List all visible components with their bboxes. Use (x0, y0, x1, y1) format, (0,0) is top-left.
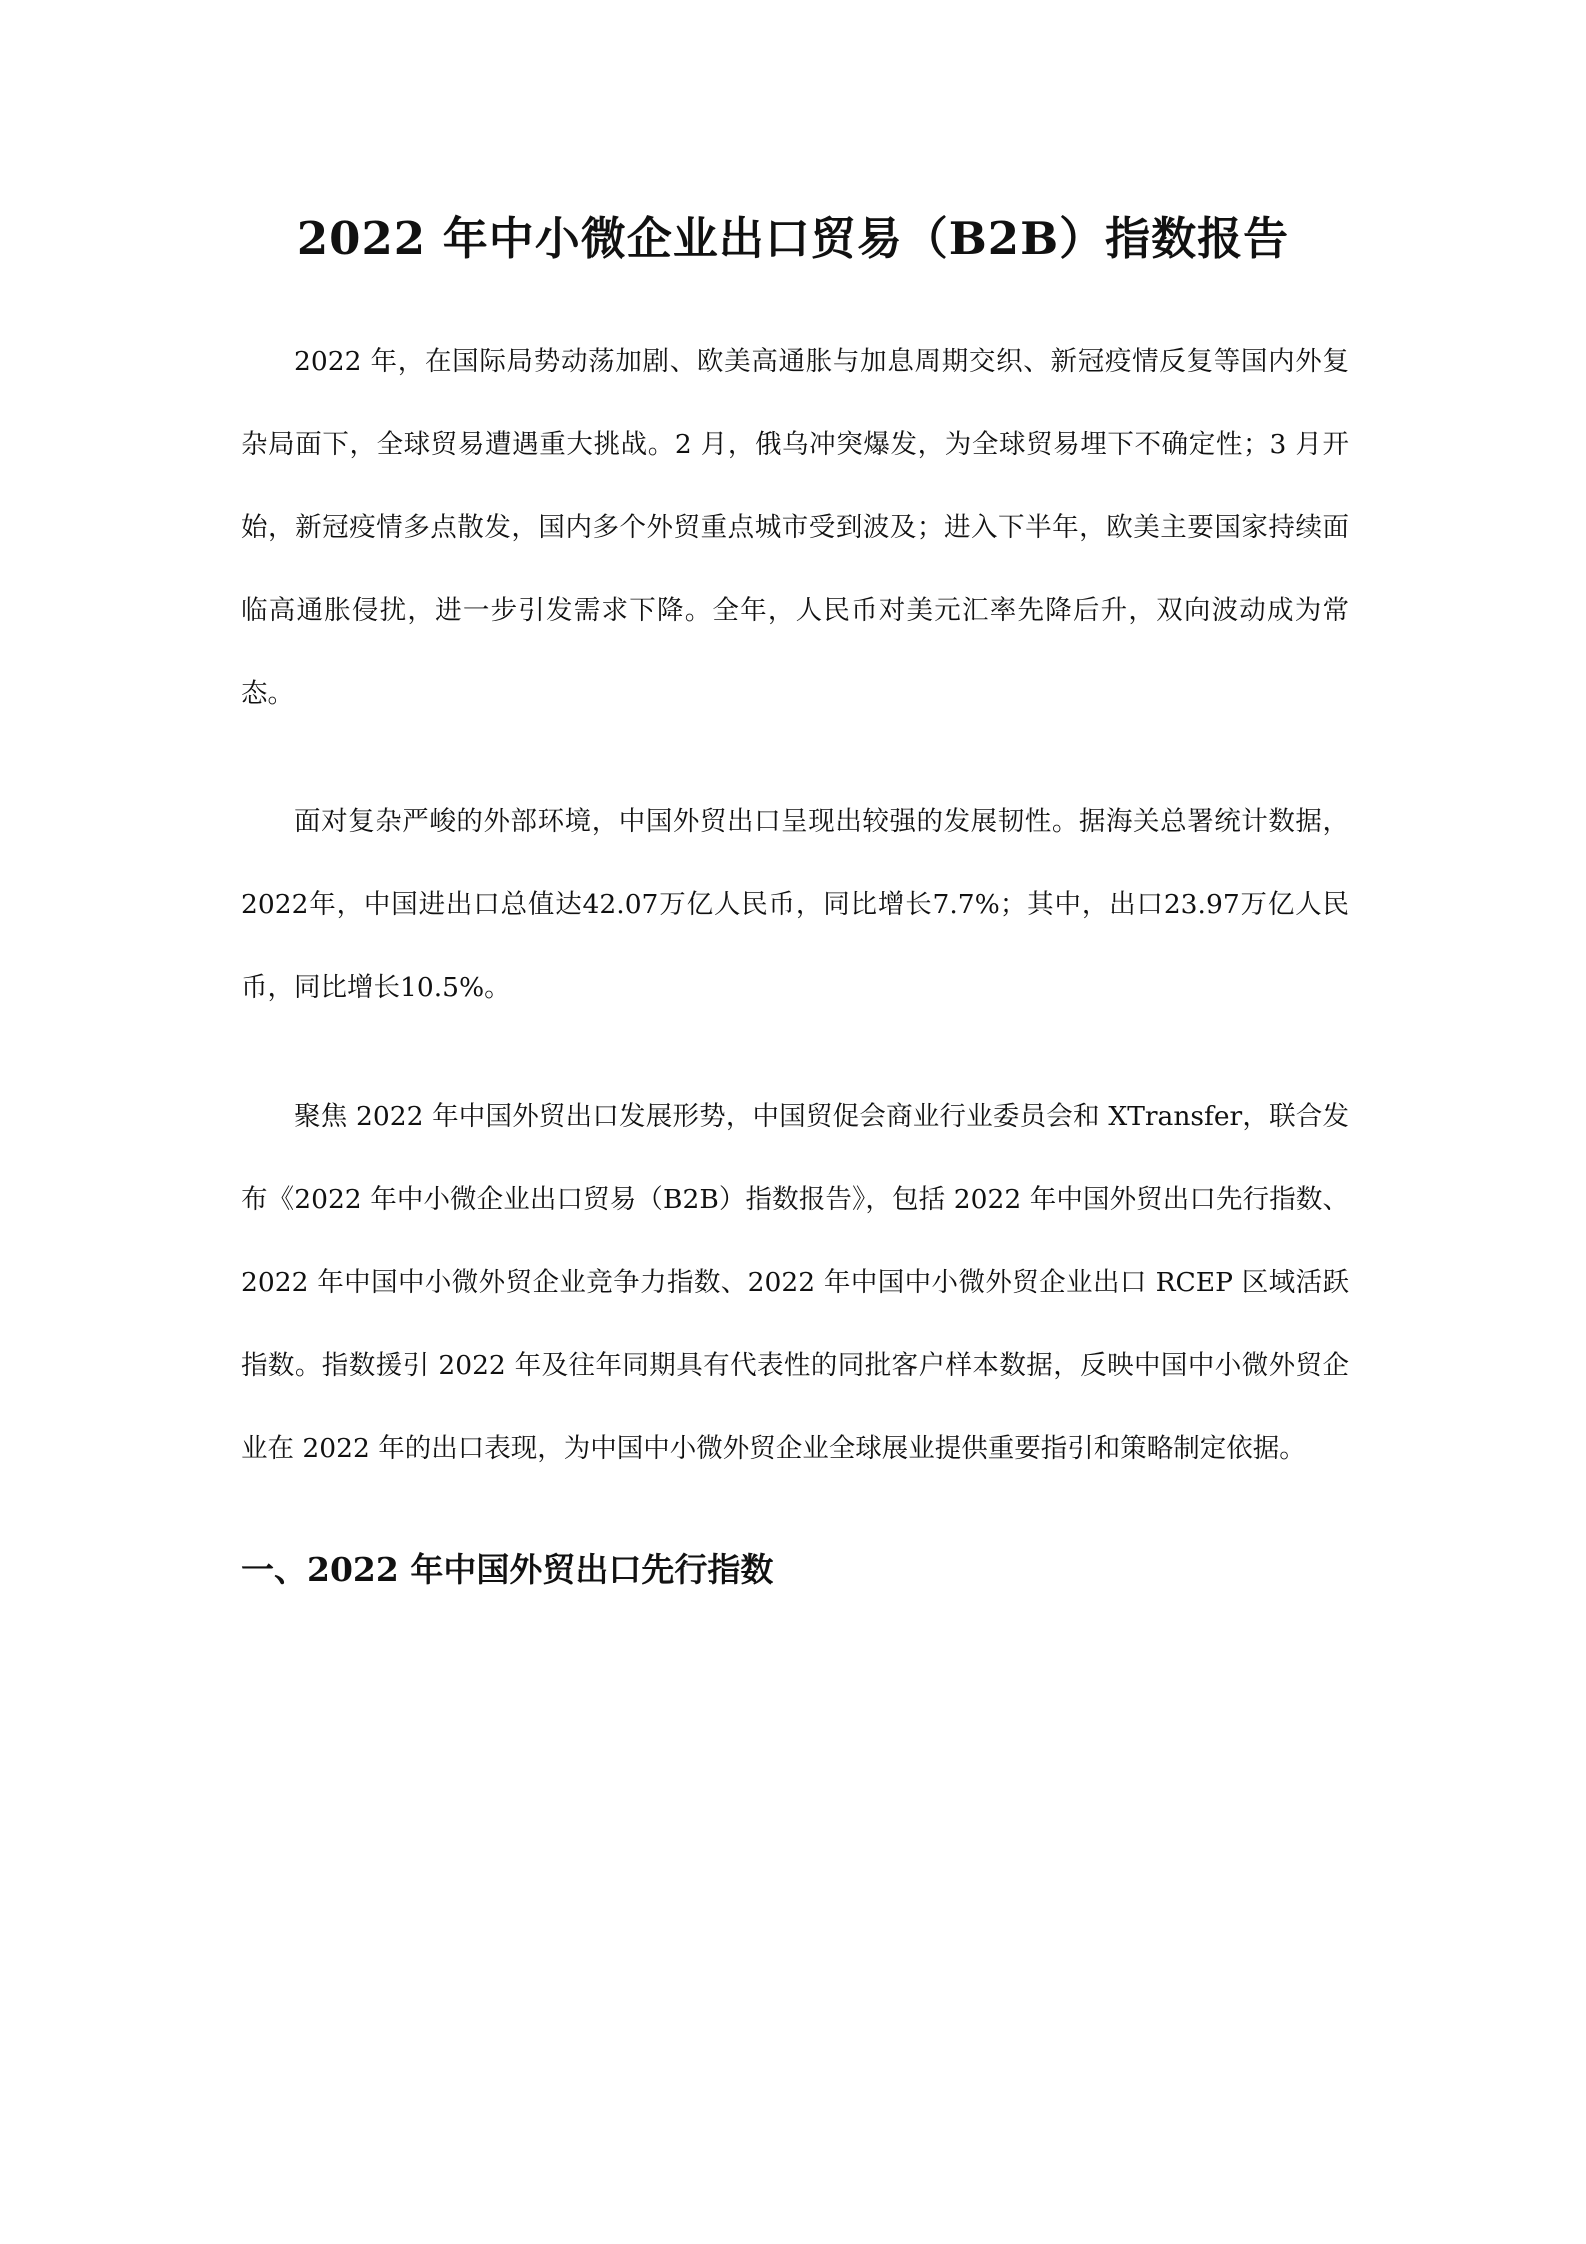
section-heading: 一、2022 年中国外贸出口先行指数 (241, 1550, 774, 1589)
trade-statistics-paragraph: 面对复杂严峻的外部环境，中国外贸出口呈现出较强的发展韧性。据海关总署统计数据，2022年，中国进出口总值达42.07万亿人民币，同比增长7.7%；其中，出口23.97万亿人民币，同比增长10.5%。 (241, 806, 1349, 1003)
report-overview-paragraph: 聚焦 2022 年中国外贸出口发展形势，中国贸促会商业行业委员会和 XTransfer，联合发布《2022 年中小微企业出口贸易（B2B）指数报告》，包括 2022 年中国外贸出口先行指数、2022 年中国中小微外贸企业竞争力指数、2022 年中国中小微外贸企业出口 RCEP 区域活跃指数。指数援引 2022 年及往年同期具有代表性的同批客户样本数据，反映中国中小微外贸企业在 2022 年的出口表现，为中国中小微外贸企业全球展业提供重要指引和策略制定依据。 (241, 1101, 1349, 1464)
document-title: 2022 年中小微企业出口贸易（B2B）指数报告 (296, 212, 1290, 265)
intro-paragraph: 2022 年，在国际局势动荡加剧、欧美高通胀与加息周期交织、新冠疫情反复等国内外复杂局面下，全球贸易遭遇重大挑战。2 月，俄乌冲突爆发，为全球贸易埋下不确定性；3 月开始，新冠疫情多点散发，国内多个外贸重点城市受到波及；进入下半年，欧美主要国家持续面临高通胀侵扰，进一步引发需求下降。全年，人民币对美元汇率先降后升，双向波动成为常态。 (241, 346, 1349, 709)
